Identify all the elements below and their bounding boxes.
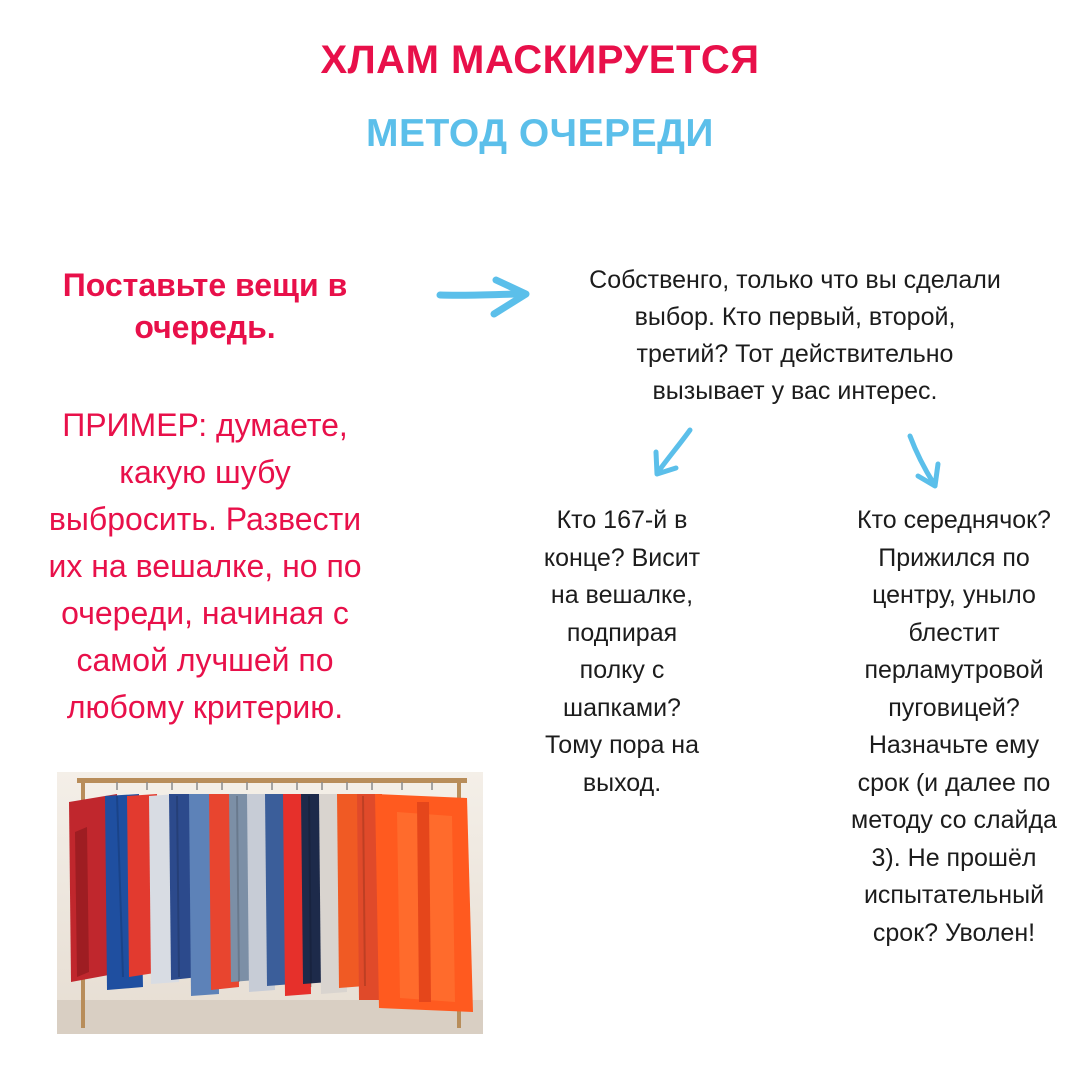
branch-left-text (522, 502, 722, 802)
center-line: третий? Тот действительно (636, 340, 954, 368)
example-line: какую шубу (119, 454, 291, 490)
branch-right-line: срок (и далее по (857, 768, 1051, 797)
branch-right-line: 3). Не прошёл (871, 843, 1037, 872)
branch-right-line: перламутровой (864, 656, 1044, 684)
example-line: очереди, начиная с (61, 595, 349, 631)
arrow-down-right-icon (900, 430, 950, 492)
branch-left-line: на вешалке, (550, 581, 694, 609)
page-subtitle: МЕТОД ОЧЕРЕДИ (366, 112, 714, 155)
branch-right-line: испытательный (863, 881, 1045, 909)
branch-right-line: пуговицей? (888, 693, 1020, 722)
center-explanation (555, 262, 1035, 410)
branch-left-line: шапками? (563, 693, 681, 722)
branch-right-line: Кто середнячок? (857, 506, 1051, 534)
example-line: самой лучшей по (76, 642, 334, 678)
branch-right-line: центру, уныло (872, 581, 1036, 609)
center-line: выбор. Кто первый, второй, (634, 303, 956, 331)
branch-right-line: методу со слайда (851, 806, 1057, 834)
arrow-right-icon (436, 274, 536, 324)
center-line: вызывает у вас интерес. (652, 377, 938, 405)
branch-right-line: Назначьте ему (868, 731, 1040, 759)
page-title: ХЛАМ МАСКИРУЕТСЯ (320, 38, 760, 82)
branch-left-line: выход. (582, 768, 662, 797)
branch-right-text (838, 502, 1070, 952)
branch-right-line: блестит (908, 618, 1000, 647)
left-example (20, 402, 390, 731)
clothes-rack-photo (57, 772, 483, 1034)
left-heading (20, 264, 390, 348)
left-heading-line: Поставьте вещи в (62, 267, 348, 303)
example-line: любому критерию. (66, 689, 344, 725)
branch-left-line: полку с (579, 656, 665, 684)
branch-left-line: Тому пора на (544, 731, 700, 759)
branch-left-line: конце? Висит (543, 543, 701, 572)
branch-left-line: Кто 167-й в (556, 506, 688, 534)
branch-left-line: подпирая (566, 618, 678, 647)
branch-right-line: срок? Уволен! (872, 918, 1036, 947)
arrow-down-left-icon (648, 424, 698, 480)
example-line: выбросить. Развести (48, 501, 362, 537)
center-line: Собственго, только что вы сделали (589, 266, 1001, 294)
example-line: ПРИМЕР: думаете, (62, 407, 348, 443)
branch-right-line: Прижился по (878, 543, 1030, 572)
example-line: их на вешалке, но по (48, 548, 362, 584)
left-heading-line: очередь. (134, 309, 276, 345)
